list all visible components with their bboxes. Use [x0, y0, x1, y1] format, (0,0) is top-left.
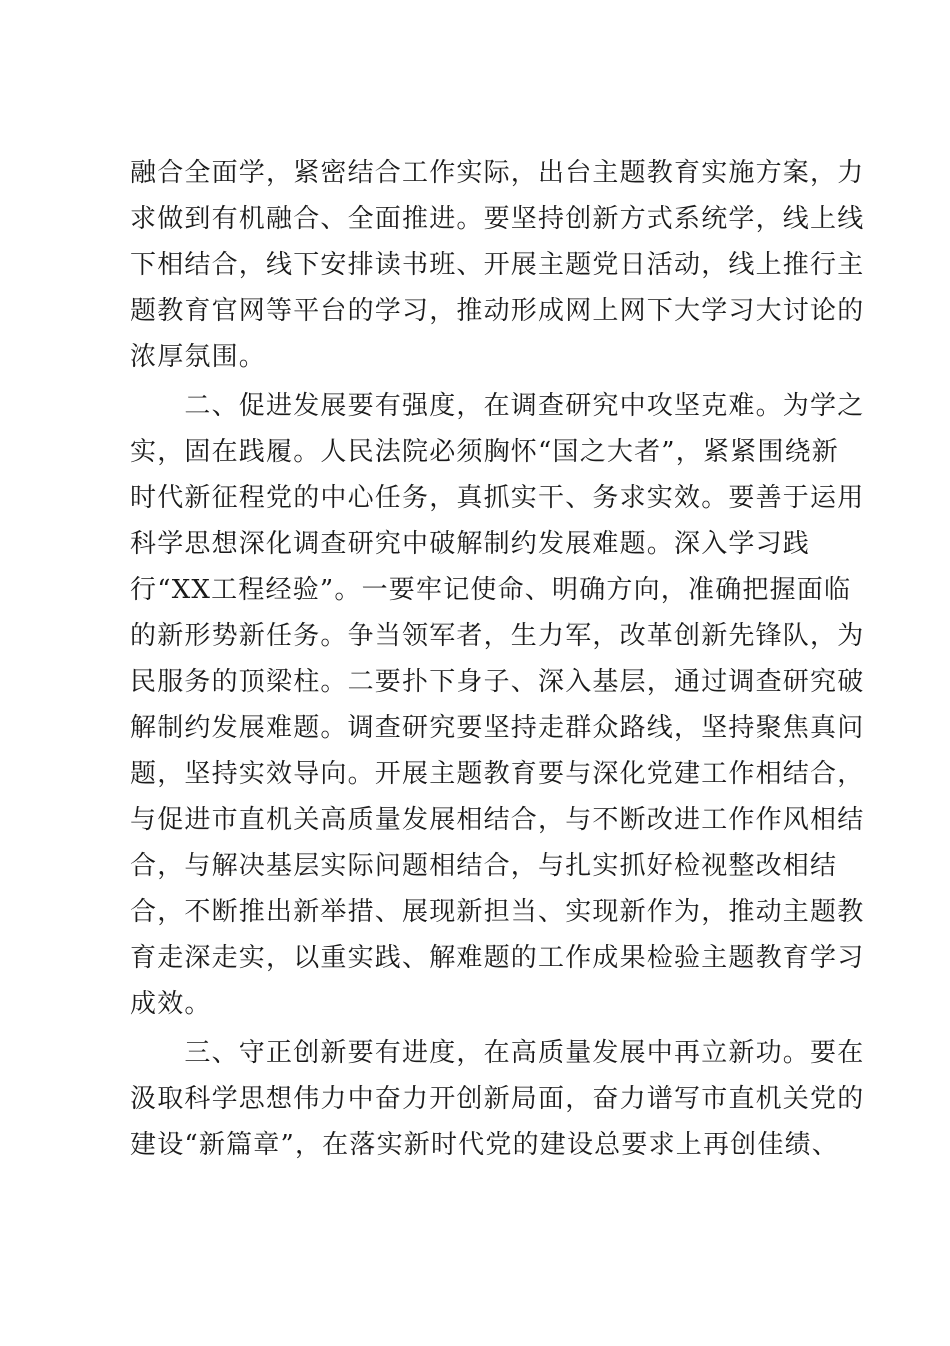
paragraph-line: 育走深走实，以重实践、解难题的工作成果检验主题教育学习 — [130, 943, 865, 973]
paragraph-line: 合，与解决基层实际问题相结合，与扎实抓好检视整改相结 — [130, 851, 838, 881]
paragraph-line: 与促进市直机关高质量发展相结合，与不断改进工作作风相结 — [130, 805, 865, 835]
paragraph-line: 解制约发展难题。调查研究要坚持走群众路线，坚持聚焦真问 — [130, 713, 865, 743]
paragraph-line: 题教育官网等平台的学习，推动形成网上网下大学习大讨论的 — [130, 296, 865, 326]
paragraph-line: 求做到有机融合、全面推进。要坚持创新方式系统学，线上线 — [130, 204, 865, 234]
paragraph-line: 建设“新篇章”，在落实新时代党的建设总要求上再创佳绩、 — [130, 1130, 839, 1160]
paragraph-line: 科学思想深化调查研究中破解制约发展难题。深入学习践 — [130, 529, 811, 559]
paragraph-line: 行“XX工程经验”。一要牢记使命、明确方向，准确把握面临 — [130, 575, 852, 605]
paragraph-line: 实，固在践履。人民法院必须胸怀“国之大者”，紧紧围绕新 — [130, 437, 839, 467]
paragraph-line: 浓厚氛围。 — [130, 342, 267, 372]
paragraph-line: 时代新征程党的中心任务，真抓实干、务求实效。要善于运用 — [130, 483, 865, 513]
paragraph-line: 的新形势新任务。争当领军者，生力军，改革创新先锋队，为 — [130, 621, 865, 651]
paragraph-line: 民服务的顶梁柱。二要扑下身子、深入基层，通过调查研究破 — [130, 667, 865, 697]
paragraph-line: 三、守正创新要有进度，在高质量发展中再立新功。要在 — [130, 1038, 865, 1068]
paragraph-line: 二、促进发展要有强度，在调查研究中攻坚克难。为学之 — [130, 391, 865, 421]
paragraph-line: 成效。 — [130, 989, 212, 1019]
paragraph-line: 汲取科学思想伟力中奋力开创新局面，奋力谱写市直机关党的 — [130, 1084, 865, 1114]
paragraph-line: 题，坚持实效导向。开展主题教育要与深化党建工作相结合， — [130, 759, 865, 789]
paragraph-line: 合，不断推出新举措、展现新担当、实现新作为，推动主题教 — [130, 897, 865, 927]
paragraph-line: 融合全面学，紧密结合工作实际，出台主题教育实施方案，力 — [130, 158, 865, 188]
paragraph-line: 下相结合，线下安排读书班、开展主题党日活动，线上推行主 — [130, 250, 865, 280]
